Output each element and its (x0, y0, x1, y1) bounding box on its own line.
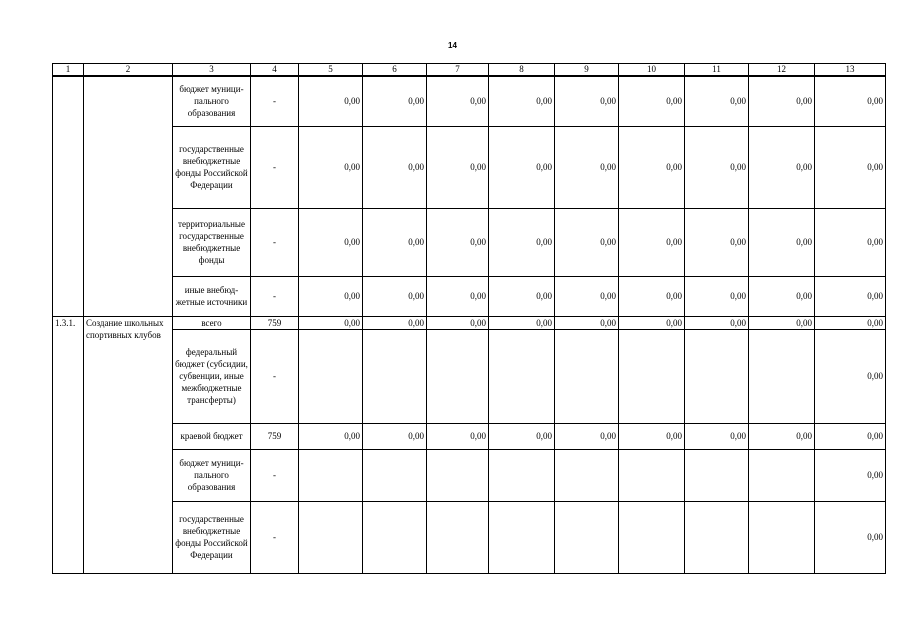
column-header-3: 3 (173, 64, 251, 77)
amount-cell: 0,00 (555, 126, 619, 208)
amount-cell: 0,00 (427, 208, 489, 276)
item-code-cell (53, 76, 84, 316)
table-row (53, 126, 886, 208)
amount-cell: 0,00 (749, 316, 815, 329)
amount-cell (363, 501, 427, 573)
column-header-10: 10 (619, 64, 685, 77)
amount-cell (363, 329, 427, 423)
table-row (53, 76, 886, 126)
amount-cell: 0,00 (619, 276, 685, 316)
amount-cell (489, 329, 555, 423)
funding-source-cell: бюджет муниципального образования (173, 449, 251, 501)
code-column-cell: - (251, 208, 299, 276)
code-column-cell: - (251, 501, 299, 573)
amount-cell (555, 501, 619, 573)
code-column-cell: 759 (251, 316, 299, 329)
code-column-cell: - (251, 126, 299, 208)
amount-cell (555, 449, 619, 501)
amount-cell (619, 501, 685, 573)
table-row (53, 329, 886, 423)
amount-cell (555, 329, 619, 423)
amount-cell (427, 501, 489, 573)
amount-cell: 0,00 (299, 126, 363, 208)
column-header-9: 9 (555, 64, 619, 77)
amount-cell: 0,00 (749, 76, 815, 126)
amount-cell: 0,00 (749, 126, 815, 208)
table-row (53, 449, 886, 501)
amount-cell: 0,00 (299, 316, 363, 329)
amount-cell: 0,00 (619, 208, 685, 276)
amount-cell: 0,00 (749, 276, 815, 316)
amount-cell: 0,00 (555, 208, 619, 276)
amount-cell: 0,00 (363, 76, 427, 126)
amount-cell: 0,00 (685, 208, 749, 276)
amount-cell: 0,00 (555, 316, 619, 329)
table-row (53, 276, 886, 316)
amount-cell: 0,00 (489, 126, 555, 208)
column-header-12: 12 (749, 64, 815, 77)
amount-cell: 0,00 (815, 126, 886, 208)
amount-cell (685, 329, 749, 423)
amount-cell: 0,00 (363, 423, 427, 449)
amount-cell: 0,00 (427, 76, 489, 126)
amount-cell: 0,00 (427, 276, 489, 316)
amount-cell: 0,00 (685, 126, 749, 208)
amount-cell: 0,00 (299, 76, 363, 126)
amount-cell (489, 501, 555, 573)
table-row (53, 316, 886, 329)
funding-source-cell: государственные внебюджетные фонды Российской Федерации (173, 126, 251, 208)
amount-cell: 0,00 (815, 501, 886, 573)
amount-cell (299, 449, 363, 501)
amount-cell: 0,00 (363, 126, 427, 208)
amount-cell (749, 501, 815, 573)
amount-cell (619, 449, 685, 501)
column-header-5: 5 (299, 64, 363, 77)
amount-cell: 0,00 (815, 316, 886, 329)
column-header-6: 6 (363, 64, 427, 77)
amount-cell (749, 449, 815, 501)
amount-cell: 0,00 (815, 208, 886, 276)
amount-cell (685, 501, 749, 573)
amount-cell: 0,00 (685, 423, 749, 449)
header-row (53, 64, 886, 77)
amount-cell: 0,00 (685, 76, 749, 126)
column-header-7: 7 (427, 64, 489, 77)
code-column-cell: - (251, 76, 299, 126)
funding-source-cell: государственные внебюджетные фонды Российской Федерации (173, 501, 251, 573)
code-column-cell: - (251, 276, 299, 316)
item-name-cell (84, 76, 173, 316)
code-column-cell: - (251, 329, 299, 423)
amount-cell: 0,00 (363, 316, 427, 329)
amount-cell: 0,00 (815, 276, 886, 316)
amount-cell (749, 329, 815, 423)
amount-cell: 0,00 (299, 276, 363, 316)
amount-cell: 0,00 (555, 423, 619, 449)
amount-cell: 0,00 (619, 423, 685, 449)
amount-cell (619, 329, 685, 423)
amount-cell: 0,00 (749, 423, 815, 449)
funding-source-cell: всего (173, 316, 251, 329)
column-header-13: 13 (815, 64, 886, 77)
column-header-11: 11 (685, 64, 749, 77)
code-column-cell: 759 (251, 423, 299, 449)
funding-source-cell: краевой бюджет (173, 423, 251, 449)
funding-source-cell: иные внебюджетные источники (173, 276, 251, 316)
budget-table (52, 63, 886, 574)
amount-cell: 0,00 (815, 449, 886, 501)
amount-cell: 0,00 (619, 316, 685, 329)
amount-cell: 0,00 (427, 316, 489, 329)
table-row (53, 208, 886, 276)
amount-cell: 0,00 (299, 423, 363, 449)
column-header-2: 2 (84, 64, 173, 77)
amount-cell: 0,00 (489, 76, 555, 126)
amount-cell: 0,00 (685, 316, 749, 329)
amount-cell: 0,00 (363, 208, 427, 276)
amount-cell: 0,00 (489, 423, 555, 449)
column-header-4: 4 (251, 64, 299, 77)
amount-cell (685, 449, 749, 501)
column-header-8: 8 (489, 64, 555, 77)
funding-source-cell: федеральный бюджет (субсидии, субвенции, иные межбюджетные трансферты) (173, 329, 251, 423)
funding-source-cell: бюджет муниципального образования (173, 76, 251, 126)
amount-cell (363, 449, 427, 501)
column-header-1: 1 (53, 64, 84, 77)
amount-cell (299, 329, 363, 423)
amount-cell: 0,00 (363, 276, 427, 316)
amount-cell (427, 449, 489, 501)
table-row (53, 501, 886, 573)
amount-cell: 0,00 (489, 276, 555, 316)
amount-cell (299, 501, 363, 573)
page-number: 14 (448, 41, 457, 50)
funding-source-cell: территориальные государственные внебюджетные фонды (173, 208, 251, 276)
amount-cell: 0,00 (685, 276, 749, 316)
amount-cell (427, 329, 489, 423)
amount-cell: 0,00 (619, 126, 685, 208)
amount-cell: 0,00 (815, 329, 886, 423)
amount-cell: 0,00 (427, 126, 489, 208)
amount-cell: 0,00 (749, 208, 815, 276)
amount-cell: 0,00 (815, 76, 886, 126)
amount-cell: 0,00 (299, 208, 363, 276)
table-row (53, 423, 886, 449)
amount-cell: 0,00 (619, 76, 685, 126)
amount-cell: 0,00 (555, 76, 619, 126)
amount-cell: 0,00 (489, 208, 555, 276)
amount-cell: 0,00 (555, 276, 619, 316)
amount-cell (489, 449, 555, 501)
code-column-cell: - (251, 449, 299, 501)
amount-cell: 0,00 (427, 423, 489, 449)
item-name-cell: Создание школьных спортивных клубов (84, 316, 173, 573)
item-code-cell: 1.3.1. (53, 316, 84, 573)
amount-cell: 0,00 (489, 316, 555, 329)
amount-cell: 0,00 (815, 423, 886, 449)
